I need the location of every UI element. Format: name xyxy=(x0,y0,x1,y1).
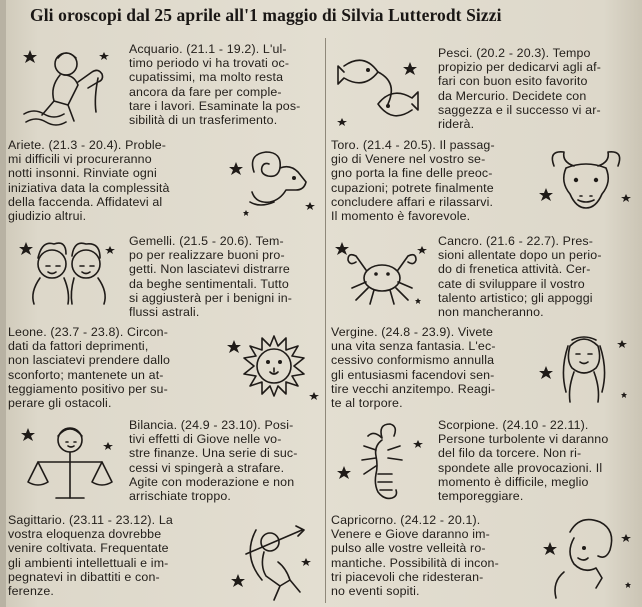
entry-line: fari con buon esito favorito xyxy=(438,74,588,89)
entry-line: po per realizzare buoni pro- xyxy=(129,248,285,263)
entry-line: della faccenda. Affidatevi al xyxy=(8,194,163,209)
page-title: Gli oroscopi dal 25 aprile all'1 maggio di Silvia Lutterodt Sizzi xyxy=(30,5,502,25)
entry-line: tivi effetti di Giove nelle vo- xyxy=(129,432,282,447)
entry-line: tare i lavori. Esaminate la pos- xyxy=(129,98,301,113)
entry-line: ferenze. xyxy=(8,584,54,599)
entry-line: stre finanze. Una serie di suc- xyxy=(129,446,298,461)
entry-line: sconforto; mantenete un at- xyxy=(8,367,164,382)
entry-line: no eventi sopiti. xyxy=(331,584,420,599)
horoscope-ariete xyxy=(8,138,226,223)
entry-line: pegnatevi in dibattiti e con- xyxy=(8,569,160,584)
entry-line: mi difficili vi procureranno xyxy=(8,152,152,167)
entry-line: Il momento è favorevole. xyxy=(331,209,471,224)
entry-line: propizio per dedicarvi agli af- xyxy=(438,60,602,75)
entry-line: flussi astrali. xyxy=(129,305,200,320)
entry-line: do di frenetica attività. Cer- xyxy=(438,262,591,277)
entry-line: Scorpione. (24.10 - 22.11). xyxy=(438,418,589,432)
horoscope-bilancia xyxy=(129,418,325,503)
entry-line: Pesci. (20.2 - 20.3). Tempo xyxy=(438,46,591,60)
entry-line: perare gli ostacoli. xyxy=(8,396,112,411)
cancer-icon xyxy=(334,234,430,314)
entry-line: Gemelli. (21.5 - 20.6). Tem- xyxy=(129,234,284,248)
entry-line: Ariete. (21.3 - 20.4). Proble- xyxy=(8,138,167,152)
entry-line: cupatissimi, ma molto resta xyxy=(129,70,284,85)
entry-line: tri piacevoli che ridesteran- xyxy=(331,569,484,584)
entry-line: Venere e Giove daranno im- xyxy=(331,527,490,542)
entry-line: pulso alle vostre velleità ro- xyxy=(331,541,486,556)
sagittarius-icon xyxy=(226,514,322,604)
entry-line: venire coltivata. Frequentate xyxy=(8,541,169,556)
virgo-icon xyxy=(536,326,632,412)
entry-line: Acquario. (21.1 - 19.2). L'ul- xyxy=(129,42,287,56)
entry-line: dati da fattori deprimenti, xyxy=(8,339,149,354)
entry-line: getti. Non lasciatevi distrarre xyxy=(129,262,290,277)
libra-icon xyxy=(18,418,118,508)
horoscope-gemelli xyxy=(129,234,325,319)
entry-line: non mancheranno. xyxy=(438,305,544,320)
entry-line: cate di sviluppare il vostro xyxy=(438,276,585,291)
entry-line: una vita senza fantasia. L'ec- xyxy=(331,339,496,354)
horoscope-vergine xyxy=(331,325,531,410)
capricorn-icon xyxy=(540,512,636,604)
horoscope-acquario xyxy=(129,42,325,127)
entry-line: gno porta la fine delle preoc- xyxy=(331,166,493,181)
entry-line: cessi vi spingerà a strafare. xyxy=(129,460,285,475)
horoscope-cancro xyxy=(438,234,634,319)
entry-line: iniziativa data la complessità xyxy=(8,180,170,195)
entry-line: ancora da fare per comple- xyxy=(129,84,282,99)
entry-line: Cancro. (21.6 - 22.7). Pres- xyxy=(438,234,594,248)
entry-line: spondete alle provocazioni. Il xyxy=(438,460,603,475)
entry-line: Agite con moderazione e non xyxy=(129,474,295,489)
horoscope-pesci xyxy=(438,46,634,131)
horoscope-toro xyxy=(331,138,537,223)
entry-line: saggezza e il successo vi ar- xyxy=(438,102,601,117)
entry-line: teggiamento positivo per su- xyxy=(8,381,168,396)
entry-line: notti insonni. Rinviate ogni xyxy=(8,166,157,181)
horoscope-sagittario xyxy=(8,513,226,598)
column-divider xyxy=(325,38,326,603)
entry-line: Leone. (23.7 - 23.8). Circon- xyxy=(8,325,169,339)
entry-line: temporeggiare. xyxy=(438,489,524,504)
entry-line: cupazioni; potrete finalmente xyxy=(331,180,494,195)
entry-line: si aggiusterà per i benigni in- xyxy=(129,290,293,305)
horoscope-capricorno xyxy=(331,513,537,598)
entry-line: Sagittario. (23.11 - 23.12). La xyxy=(8,513,173,527)
entry-line: timo periodo vi ha trovati oc- xyxy=(129,56,290,71)
pisces-icon xyxy=(330,46,426,136)
entry-line: non lasciatevi prendere dallo xyxy=(8,353,171,368)
entry-line: momento è difficile, meglio xyxy=(438,474,589,489)
entry-line: Bilancia. (24.9 - 23.10). Posi- xyxy=(129,418,294,432)
entry-line: sioni allentate dopo un perio- xyxy=(438,248,602,263)
leo-icon xyxy=(226,322,322,408)
taurus-icon xyxy=(538,146,634,224)
scorpio-icon xyxy=(334,418,430,506)
entry-line: giudizio altrui. xyxy=(8,209,87,224)
entry-line: vostra eloquenza dovrebbe xyxy=(8,527,162,542)
gemini-icon xyxy=(18,234,118,314)
entry-line: Vergine. (24.8 - 23.9). Vivete xyxy=(331,325,494,339)
entry-line: arrischiate troppo. xyxy=(129,489,232,504)
aries-icon xyxy=(224,142,320,220)
entry-line: talento artistico; gli appoggi xyxy=(438,290,593,305)
entry-line: te al torpore. xyxy=(331,396,403,411)
entry-line: gio di Venere nel vostro se- xyxy=(331,152,486,167)
entry-line: gli ambienti intellettuali e im- xyxy=(8,555,169,570)
entry-line: sibilità di un trasferimento. xyxy=(129,113,278,128)
page-edge xyxy=(0,0,6,607)
entry-line: riderà. xyxy=(438,117,475,132)
entry-line: Toro. (21.4 - 20.5). Il passag- xyxy=(331,138,495,152)
entry-line: cessivo conformismo annulla xyxy=(331,353,495,368)
entry-line: da beghe sentimentali. Tutto xyxy=(129,276,289,291)
entry-line: Capricorno. (24.12 - 20.1). xyxy=(331,513,481,527)
entry-line: Persone turbolente vi daranno xyxy=(438,432,609,447)
entry-line: concludere affari e rilassarvi. xyxy=(331,194,494,209)
entry-line: da Mercurio. Decidete con xyxy=(438,88,587,103)
aquarius-icon xyxy=(14,42,114,130)
entry-line: gli entusiasmi facendovi sen- xyxy=(331,367,495,382)
entry-line: tire vecchi anzitempo. Reagi- xyxy=(331,381,496,396)
horoscope-leone xyxy=(8,325,226,410)
entry-line: mantiche. Possibilità di incon- xyxy=(331,555,499,570)
entry-line: del filo da torcere. Non ri- xyxy=(438,446,582,461)
horoscope-scorpione xyxy=(438,418,634,503)
